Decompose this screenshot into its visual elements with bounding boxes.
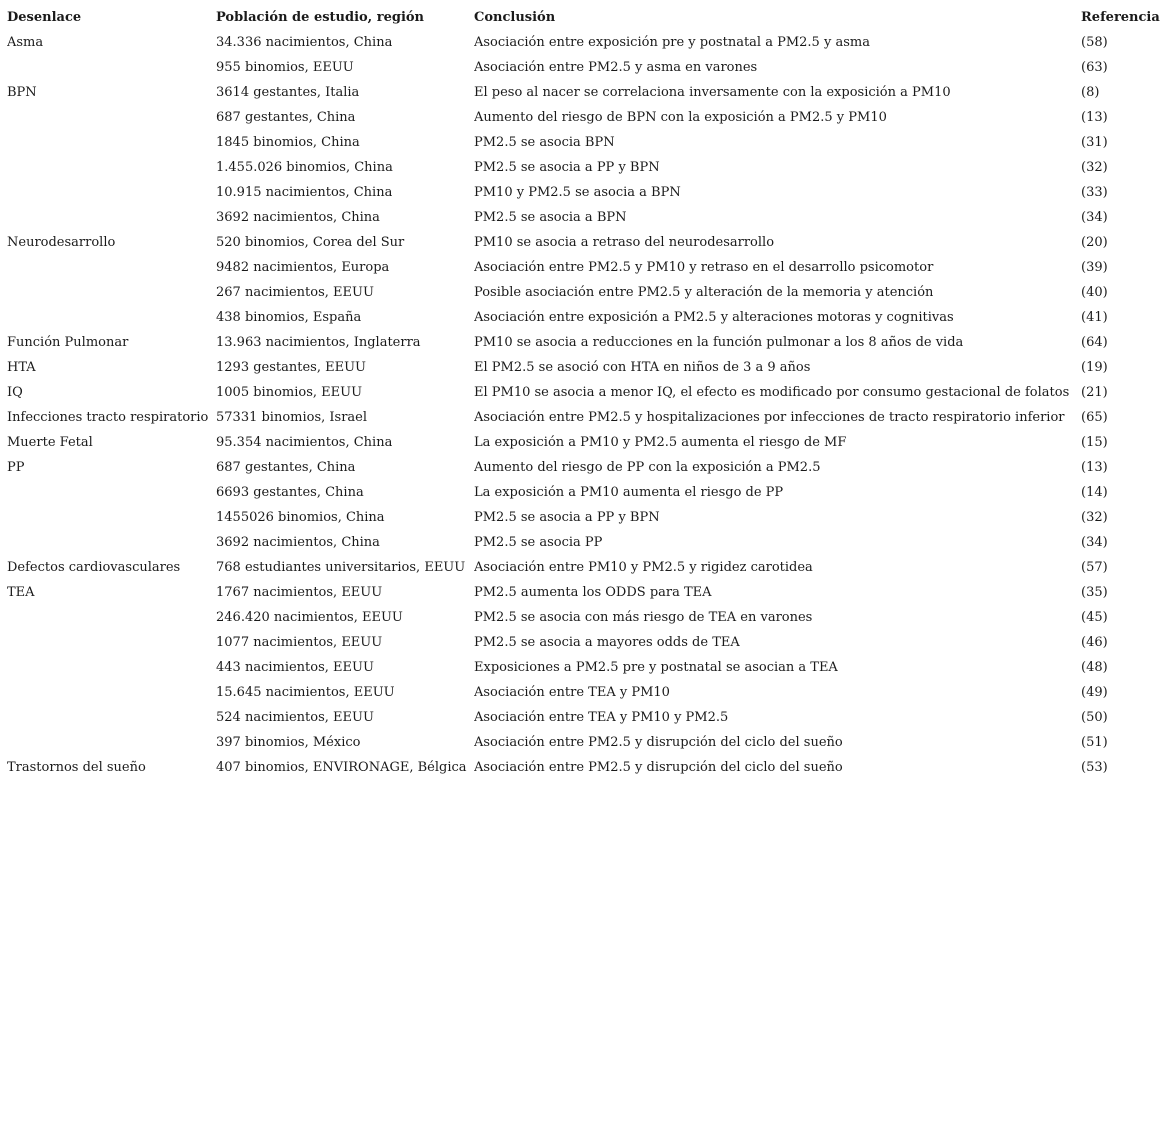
table-row — [7, 455, 1163, 480]
table-row — [7, 530, 1163, 555]
conclusion-cell: PM2.5 se asocia con más riesgo de TEA en varones — [474, 610, 813, 625]
population-cell: 768 estudiantes universitarios, EEUU — [216, 560, 466, 575]
population-cell: 6693 gestantes, China — [216, 485, 364, 500]
conclusion-cell: La exposición a PM10 aumenta el riesgo de PP — [474, 485, 784, 500]
outcome-cell — [7, 155, 216, 180]
table-row — [7, 205, 1163, 230]
reference-cell: (8) — [1081, 85, 1100, 100]
conclusion-cell: PM2.5 se asocia a mayores odds de TEA — [474, 635, 740, 650]
outcome-cell — [7, 280, 216, 305]
conclusion-cell: PM10 y PM2.5 se asocia a BPN — [474, 185, 681, 200]
outcome-cell — [7, 605, 216, 630]
reference-cell: (57) — [1081, 560, 1108, 575]
population-cell: 3614 gestantes, Italia — [216, 85, 360, 100]
outcome-cell — [7, 305, 216, 330]
table-row — [7, 655, 1163, 680]
conclusion-cell: Posible asociación entre PM2.5 y alteración de la memoria y atención — [474, 285, 934, 300]
conclusion-cell: Asociación entre exposición a PM2.5 y alteraciones motoras y cognitivas — [474, 310, 954, 325]
table-header — [7, 5, 1163, 30]
population-cell: 10.915 nacimientos, China — [216, 185, 393, 200]
outcome-cell: Defectos cardiovasculares — [7, 560, 181, 575]
reference-cell: (35) — [1081, 585, 1108, 600]
reference-cell: (40) — [1081, 285, 1108, 300]
reference-cell: (32) — [1081, 160, 1108, 175]
population-cell: 9482 nacimientos, Europa — [216, 260, 390, 275]
population-cell: 13.963 nacimientos, Inglaterra — [216, 335, 421, 350]
reference-cell: (49) — [1081, 685, 1108, 700]
outcome-cell — [7, 680, 216, 705]
outcome-cell — [7, 730, 216, 755]
reference-cell: (65) — [1081, 410, 1108, 425]
population-cell: 438 binomios, España — [216, 310, 362, 325]
population-cell: 57331 binomios, Israel — [216, 410, 368, 425]
reference-cell: (46) — [1081, 635, 1108, 650]
table-row — [7, 680, 1163, 705]
table-row — [7, 255, 1163, 280]
outcome-cell — [7, 255, 216, 280]
conclusion-cell: La exposición a PM10 y PM2.5 aumenta el riesgo de MF — [474, 435, 847, 450]
conclusion-cell: Asociación entre PM10 y PM2.5 y rigidez carotidea — [474, 560, 813, 575]
conclusion-cell: PM2.5 se asocia a PP y BPN — [474, 510, 660, 525]
outcome-cell: BPN — [7, 85, 37, 100]
conclusion-cell: PM2.5 se asocia BPN — [474, 135, 615, 150]
outcome-cell — [7, 480, 216, 505]
table-row — [7, 755, 1163, 780]
table-row — [7, 155, 1163, 180]
population-cell: 246.420 nacimientos, EEUU — [216, 610, 403, 625]
outcome-cell — [7, 505, 216, 530]
outcome-cell — [7, 530, 216, 555]
population-cell: 687 gestantes, China — [216, 460, 356, 475]
conclusion-cell: Exposiciones a PM2.5 pre y postnatal se asocian a TEA — [474, 660, 838, 675]
population-cell: 267 nacimientos, EEUU — [216, 285, 374, 300]
table-row — [7, 430, 1163, 455]
conclusion-cell: El peso al nacer se correlaciona inversamente con la exposición a PM10 — [474, 85, 951, 100]
population-cell: 1005 binomios, EEUU — [216, 385, 363, 400]
table-row — [7, 705, 1163, 730]
table-row — [7, 280, 1163, 305]
table-row — [7, 380, 1163, 405]
reference-cell: (51) — [1081, 735, 1108, 750]
reference-cell: (53) — [1081, 760, 1108, 775]
population-cell: 397 binomios, México — [216, 735, 361, 750]
outcome-cell: HTA — [7, 360, 36, 375]
reference-cell: (13) — [1081, 460, 1108, 475]
conclusion-cell: Aumento del riesgo de BPN con la exposición a PM2.5 y PM10 — [474, 110, 887, 125]
population-cell: 443 nacimientos, EEUU — [216, 660, 374, 675]
reference-cell: (34) — [1081, 210, 1108, 225]
population-cell: 1.455.026 binomios, China — [216, 160, 393, 175]
population-cell: 15.645 nacimientos, EEUU — [216, 685, 395, 700]
table-row — [7, 30, 1163, 55]
outcome-cell: Trastornos del sueño — [7, 760, 146, 775]
table-row — [7, 505, 1163, 530]
reference-cell: (45) — [1081, 610, 1108, 625]
outcome-cell — [7, 705, 216, 730]
outcomes-table — [7, 5, 1163, 780]
header-conclusion: Conclusión — [474, 10, 556, 25]
outcome-cell: Muerte Fetal — [7, 435, 93, 450]
reference-cell: (15) — [1081, 435, 1108, 450]
outcome-cell — [7, 180, 216, 205]
population-cell: 1845 binomios, China — [216, 135, 360, 150]
header-row — [7, 5, 1163, 30]
reference-cell: (39) — [1081, 260, 1108, 275]
outcome-cell — [7, 655, 216, 680]
conclusion-cell: El PM10 se asocia a menor IQ, el efecto es modificado por consumo gestacional de folatos — [474, 385, 1070, 400]
outcome-cell — [7, 105, 216, 130]
conclusion-cell: PM2.5 aumenta los ODDS para TEA — [474, 585, 712, 600]
reference-cell: (20) — [1081, 235, 1108, 250]
outcome-cell: Función Pulmonar — [7, 335, 129, 350]
reference-cell: (19) — [1081, 360, 1108, 375]
table-row — [7, 130, 1163, 155]
conclusion-cell: PM10 se asocia a retraso del neurodesarrollo — [474, 235, 775, 250]
outcome-cell — [7, 205, 216, 230]
conclusion-cell: Asociación entre PM2.5 y PM10 y retraso en el desarrollo psicomotor — [474, 260, 934, 275]
table-row — [7, 580, 1163, 605]
reference-cell: (50) — [1081, 710, 1108, 725]
reference-cell: (31) — [1081, 135, 1108, 150]
population-cell: 1767 nacimientos, EEUU — [216, 585, 383, 600]
population-cell: 3692 nacimientos, China — [216, 535, 380, 550]
conclusion-cell: PM2.5 se asocia a BPN — [474, 210, 627, 225]
table-row — [7, 405, 1163, 430]
conclusion-cell: Asociación entre PM2.5 y disrupción del ciclo del sueño — [474, 735, 843, 750]
reference-cell: (58) — [1081, 35, 1108, 50]
table-row — [7, 480, 1163, 505]
table-row — [7, 730, 1163, 755]
header-desenlace: Desenlace — [7, 10, 82, 25]
population-cell: 955 binomios, EEUU — [216, 60, 354, 75]
population-cell: 1293 gestantes, EEUU — [216, 360, 366, 375]
conclusion-cell: Asociación entre exposición pre y postnatal a PM2.5 y asma — [474, 35, 870, 50]
reference-cell: (64) — [1081, 335, 1108, 350]
reference-cell: (32) — [1081, 510, 1108, 525]
reference-cell: (41) — [1081, 310, 1108, 325]
conclusion-cell: Asociación entre PM2.5 y asma en varones — [474, 60, 758, 75]
table-row — [7, 330, 1163, 355]
outcome-cell — [7, 55, 216, 80]
header-referencia: Referencia — [1081, 10, 1160, 25]
conclusion-cell: El PM2.5 se asoció con HTA en niños de 3 a 9 años — [474, 360, 811, 375]
table-body — [7, 30, 1163, 780]
outcome-cell: IQ — [7, 385, 23, 400]
reference-cell: (14) — [1081, 485, 1108, 500]
population-cell: 3692 nacimientos, China — [216, 210, 380, 225]
population-cell: 524 nacimientos, EEUU — [216, 710, 374, 725]
outcome-cell: Neurodesarrollo — [7, 235, 116, 250]
reference-cell: (13) — [1081, 110, 1108, 125]
reference-cell: (63) — [1081, 60, 1108, 75]
table-row — [7, 555, 1163, 580]
outcome-cell — [7, 130, 216, 155]
table-row — [7, 80, 1163, 105]
table-row — [7, 605, 1163, 630]
population-cell: 1455026 binomios, China — [216, 510, 385, 525]
conclusion-cell: Asociación entre PM2.5 y disrupción del ciclo del sueño — [474, 760, 843, 775]
conclusion-cell: Asociación entre TEA y PM10 — [474, 685, 670, 700]
table-row — [7, 355, 1163, 380]
table-row — [7, 305, 1163, 330]
outcome-cell: Asma — [7, 35, 44, 50]
reference-cell: (21) — [1081, 385, 1108, 400]
header-poblacion: Población de estudio, región — [216, 10, 425, 25]
conclusion-cell: PM10 se asocia a reducciones en la función pulmonar a los 8 años de vida — [474, 335, 964, 350]
table-row — [7, 230, 1163, 255]
conclusion-cell: Asociación entre PM2.5 y hospitalizaciones por infecciones de tracto respiratorio inferior — [474, 410, 1065, 425]
population-cell: 1077 nacimientos, EEUU — [216, 635, 383, 650]
conclusion-cell: Aumento del riesgo de PP con la exposición a PM2.5 — [474, 460, 821, 475]
reference-cell: (34) — [1081, 535, 1108, 550]
population-cell: 95.354 nacimientos, China — [216, 435, 393, 450]
conclusion-cell: PM2.5 se asocia PP — [474, 535, 603, 550]
population-cell: 520 binomios, Corea del Sur — [216, 235, 405, 250]
outcome-cell: Infecciones tracto respiratorio — [7, 410, 209, 425]
table-row — [7, 180, 1163, 205]
outcome-cell — [7, 630, 216, 655]
reference-cell: (48) — [1081, 660, 1108, 675]
reference-cell: (33) — [1081, 185, 1108, 200]
outcome-cell: TEA — [7, 585, 35, 600]
population-cell: 687 gestantes, China — [216, 110, 356, 125]
population-cell: 407 binomios, ENVIRONAGE, Bélgica — [216, 760, 467, 775]
conclusion-cell: PM2.5 se asocia a PP y BPN — [474, 160, 660, 175]
table-row — [7, 55, 1163, 80]
outcome-cell: PP — [7, 460, 25, 475]
conclusion-cell: Asociación entre TEA y PM10 y PM2.5 — [474, 710, 729, 725]
table-row — [7, 105, 1163, 130]
population-cell: 34.336 nacimientos, China — [216, 35, 393, 50]
table-row — [7, 630, 1163, 655]
